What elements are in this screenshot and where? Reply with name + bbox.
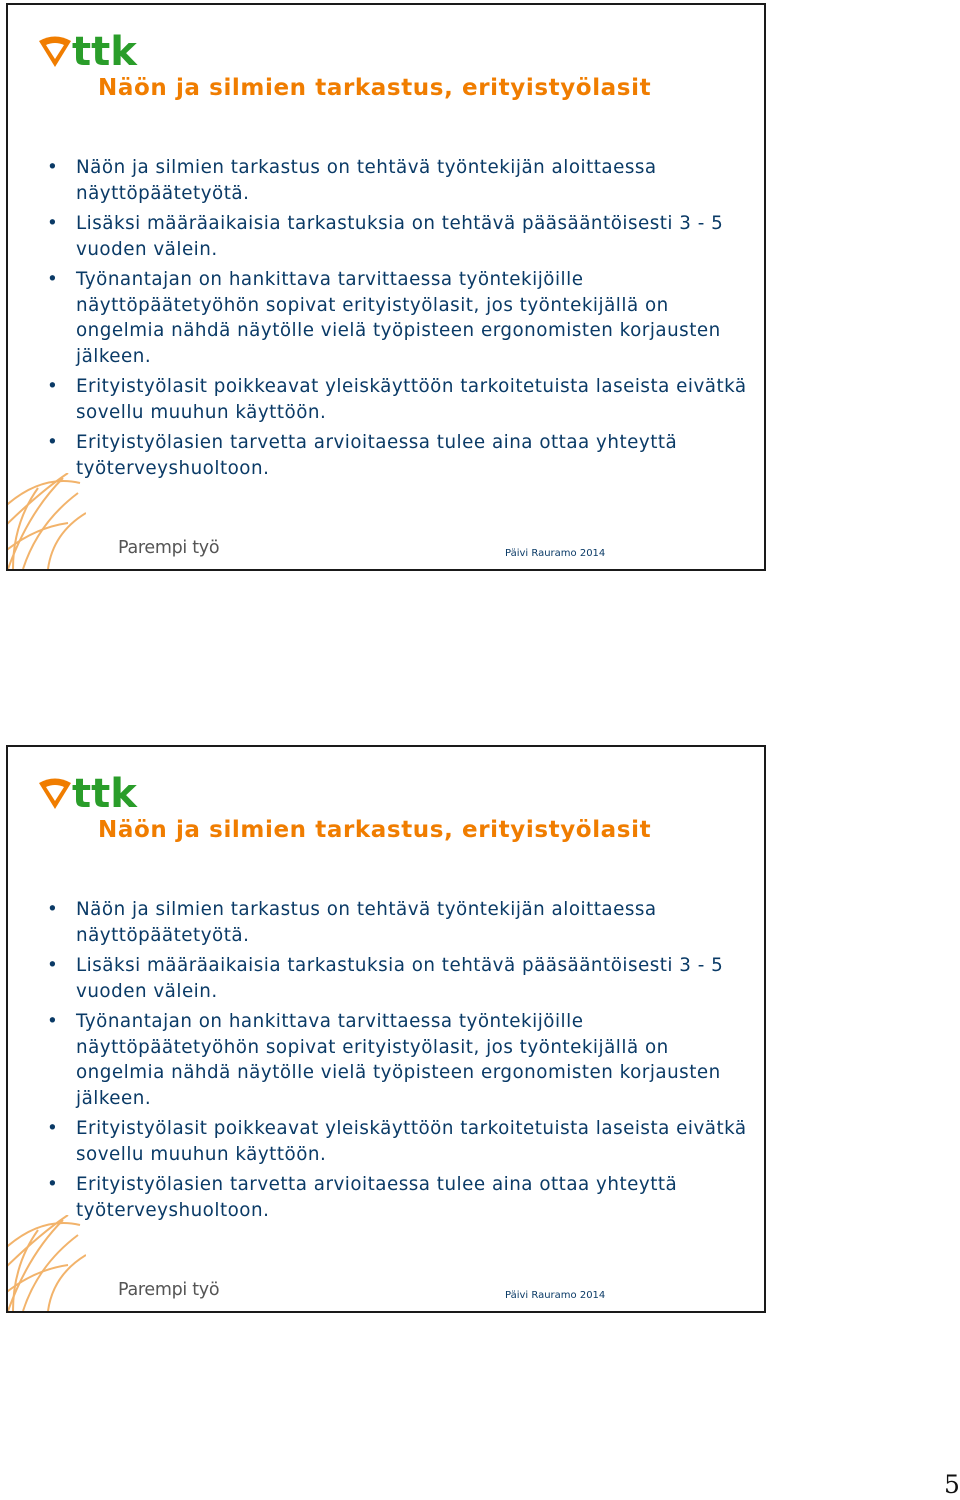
slide-title: Näön ja silmien tarkastus, erityistyölasit <box>98 817 652 843</box>
ttk-logo-icon <box>36 769 146 815</box>
bullet-item: • Erityistyölasien tarvetta arvioitaessa tulee aina ottaa yhteyttä työterveyshuoltoon. <box>76 430 756 481</box>
svg-text:ttk: ttk <box>72 771 137 815</box>
footer-author: Päivi Rauramo 2014 <box>505 548 606 559</box>
svg-text:ttk: ttk <box>72 29 137 73</box>
decorative-arcs-icon <box>8 1215 86 1311</box>
bullet-item: • Työnantajan on hankittava tarvittaessa työntekijöille näyttöpäätetyöhön sopivat erityistyölasit, jos työntekijällä on ongelmia nähdä näytölle vielä työpisteen ergonomisten korjausten jälkeen. <box>76 267 756 369</box>
decorative-arcs-icon <box>8 473 86 569</box>
bullet-list <box>76 155 756 486</box>
footer-brand: Parempi työ <box>118 1280 220 1300</box>
slide-2 <box>6 745 766 1313</box>
page-number: 5 <box>944 1470 960 1499</box>
bullet-item: • Erityistyölasien tarvetta arvioitaessa tulee aina ottaa yhteyttä työterveyshuoltoon. <box>76 1172 756 1223</box>
bullet-item: • Näön ja silmien tarkastus on tehtävä työntekijän aloittaessa näyttöpäätetyötä. <box>76 897 756 948</box>
footer-brand: Parempi työ <box>118 538 220 558</box>
bullet-item: • Erityistyölasit poikkeavat yleiskäyttöön tarkoitetuista laseista eivätkä sovellu muuhun käyttöön. <box>76 374 756 425</box>
footer-author: Päivi Rauramo 2014 <box>505 1290 606 1301</box>
ttk-logo-icon <box>36 27 146 73</box>
bullet-item: • Lisäksi määräaikaisia tarkastuksia on tehtävä pääsääntöisesti 3 - 5 vuoden välein. <box>76 953 756 1004</box>
bullet-list <box>76 897 756 1228</box>
bullet-item: • Työnantajan on hankittava tarvittaessa työntekijöille näyttöpäätetyöhön sopivat erityistyölasit, jos työntekijällä on ongelmia nähdä näytölle vielä työpisteen ergonomisten korjausten jälkeen. <box>76 1009 756 1111</box>
bullet-item: • Erityistyölasit poikkeavat yleiskäyttöön tarkoitetuista laseista eivätkä sovellu muuhun käyttöön. <box>76 1116 756 1167</box>
slide-title: Näön ja silmien tarkastus, erityistyölasit <box>98 75 652 101</box>
bullet-item: • Lisäksi määräaikaisia tarkastuksia on tehtävä pääsääntöisesti 3 - 5 vuoden välein. <box>76 211 756 262</box>
slide-1 <box>6 3 766 571</box>
bullet-item: • Näön ja silmien tarkastus on tehtävä työntekijän aloittaessa näyttöpäätetyötä. <box>76 155 756 206</box>
